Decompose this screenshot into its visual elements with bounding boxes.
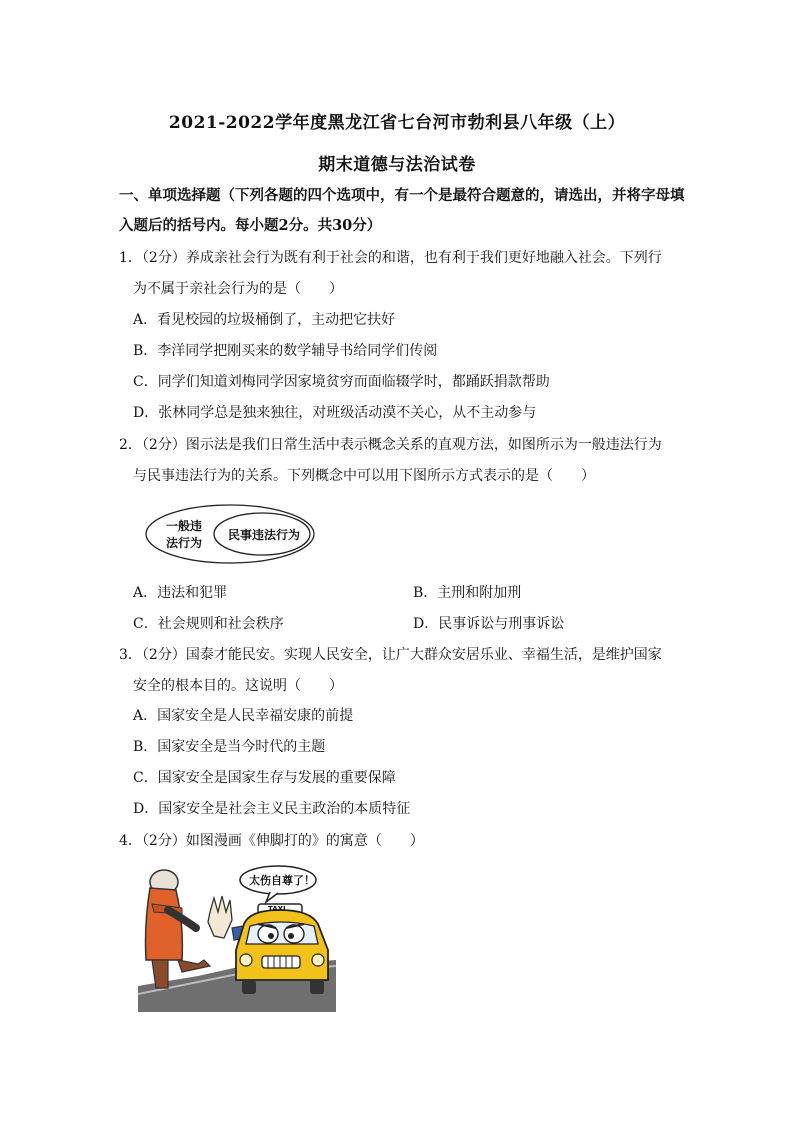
q1-stem-line2: 为不属于亲社会行为的是（ ）: [133, 281, 343, 297]
extended-leg: [178, 960, 210, 972]
q2-stem-line2: 与民事违法行为的关系。下列概念中可以用下图所示方式表示的是（ ）: [133, 468, 595, 484]
q2-option-d: D．民事诉讼与刑事诉讼: [413, 616, 565, 632]
q3-option-c: C．国家安全是国家生存与发展的重要保障: [133, 770, 396, 786]
q2-option-a: A．违法和犯罪: [133, 585, 228, 601]
q1-option-c: C．同学们知道刘梅同学因家境贫穷而面临辍学时，都踊跃捐款帮助: [133, 374, 550, 390]
q1-option-a: A．看见校园的垃圾桶倒了，主动把它扶好: [133, 312, 396, 328]
section-heading-line2: 入题后的括号内。每小题2分。共30分）: [119, 217, 382, 234]
speech-bubble-text: 太伤自尊了！: [249, 874, 315, 887]
taxi-wheel-right: [310, 980, 324, 994]
section-heading-line1: 一、单项选择题（下列各题的四个选项中，有一个是最符合题意的，请选出，并将字母填: [119, 187, 685, 204]
q2-stem-line1: 2．（2分）图示法是我们日常生活中表示概念关系的直观方法，如图所示为一般违法行为: [119, 437, 662, 453]
q3-option-b: B．国家安全是当今时代的主题: [133, 739, 326, 755]
cartoon-illustration: [138, 864, 336, 1012]
inner-label: 民事违法行为: [228, 528, 301, 542]
q3-option-a: A．国家安全是人民幸福安康的前提: [133, 708, 354, 724]
taxi-wheel-left: [242, 980, 256, 994]
q1-option-d: D．张林同学总是独来独往，对班级活动漠不关心，从不主动参与: [133, 405, 537, 421]
taxi-windshield: [246, 922, 318, 944]
q3-stem-line1: 3．（2分）国泰才能民安。实现人民安全，让广大群众安居乐业、幸福生活，是维护国家: [119, 647, 662, 663]
q3-option-d: D．国家安全是社会主义民主政治的本质特征: [133, 801, 411, 817]
taxi-headlight-left: [240, 954, 252, 966]
orange-coat: [146, 888, 183, 960]
taxi-sign-text: TAXI: [268, 905, 286, 913]
stop-hand: [208, 896, 232, 938]
outer-label-line1: 一般违: [166, 519, 203, 533]
q2-option-c: C．社会规则和社会秩序: [133, 616, 284, 632]
q2-option-b: B．主刑和附加刑: [413, 585, 522, 601]
outer-label-line2: 法行为: [166, 536, 203, 550]
taxi-pupil-right: [288, 933, 294, 939]
q3-stem-line2: 安全的根本目的。这说明（ ）: [133, 678, 343, 694]
concept-diagram: [144, 503, 316, 565]
page-title-line2: 期末道德与法治试卷: [318, 155, 476, 175]
taxi-headlight-right: [312, 954, 324, 966]
q1-stem-line1: 1．（2分）养成亲社会行为既有利于社会的和谐，也有利于我们更好地融入社会。下列行: [119, 250, 662, 266]
q4-stem-line1: 4．（2分）如图漫画《伸脚打的》的寓意（ ）: [119, 833, 424, 849]
page-title-line1: 2021-2022学年度黑龙江省七台河市勃利县八年级（上）: [168, 113, 626, 133]
q1-option-b: B．李洋同学把刚买来的数学辅导书给同学们传阅: [133, 343, 438, 359]
taxi-pupil-left: [268, 933, 274, 939]
taxi-body: [236, 910, 328, 980]
